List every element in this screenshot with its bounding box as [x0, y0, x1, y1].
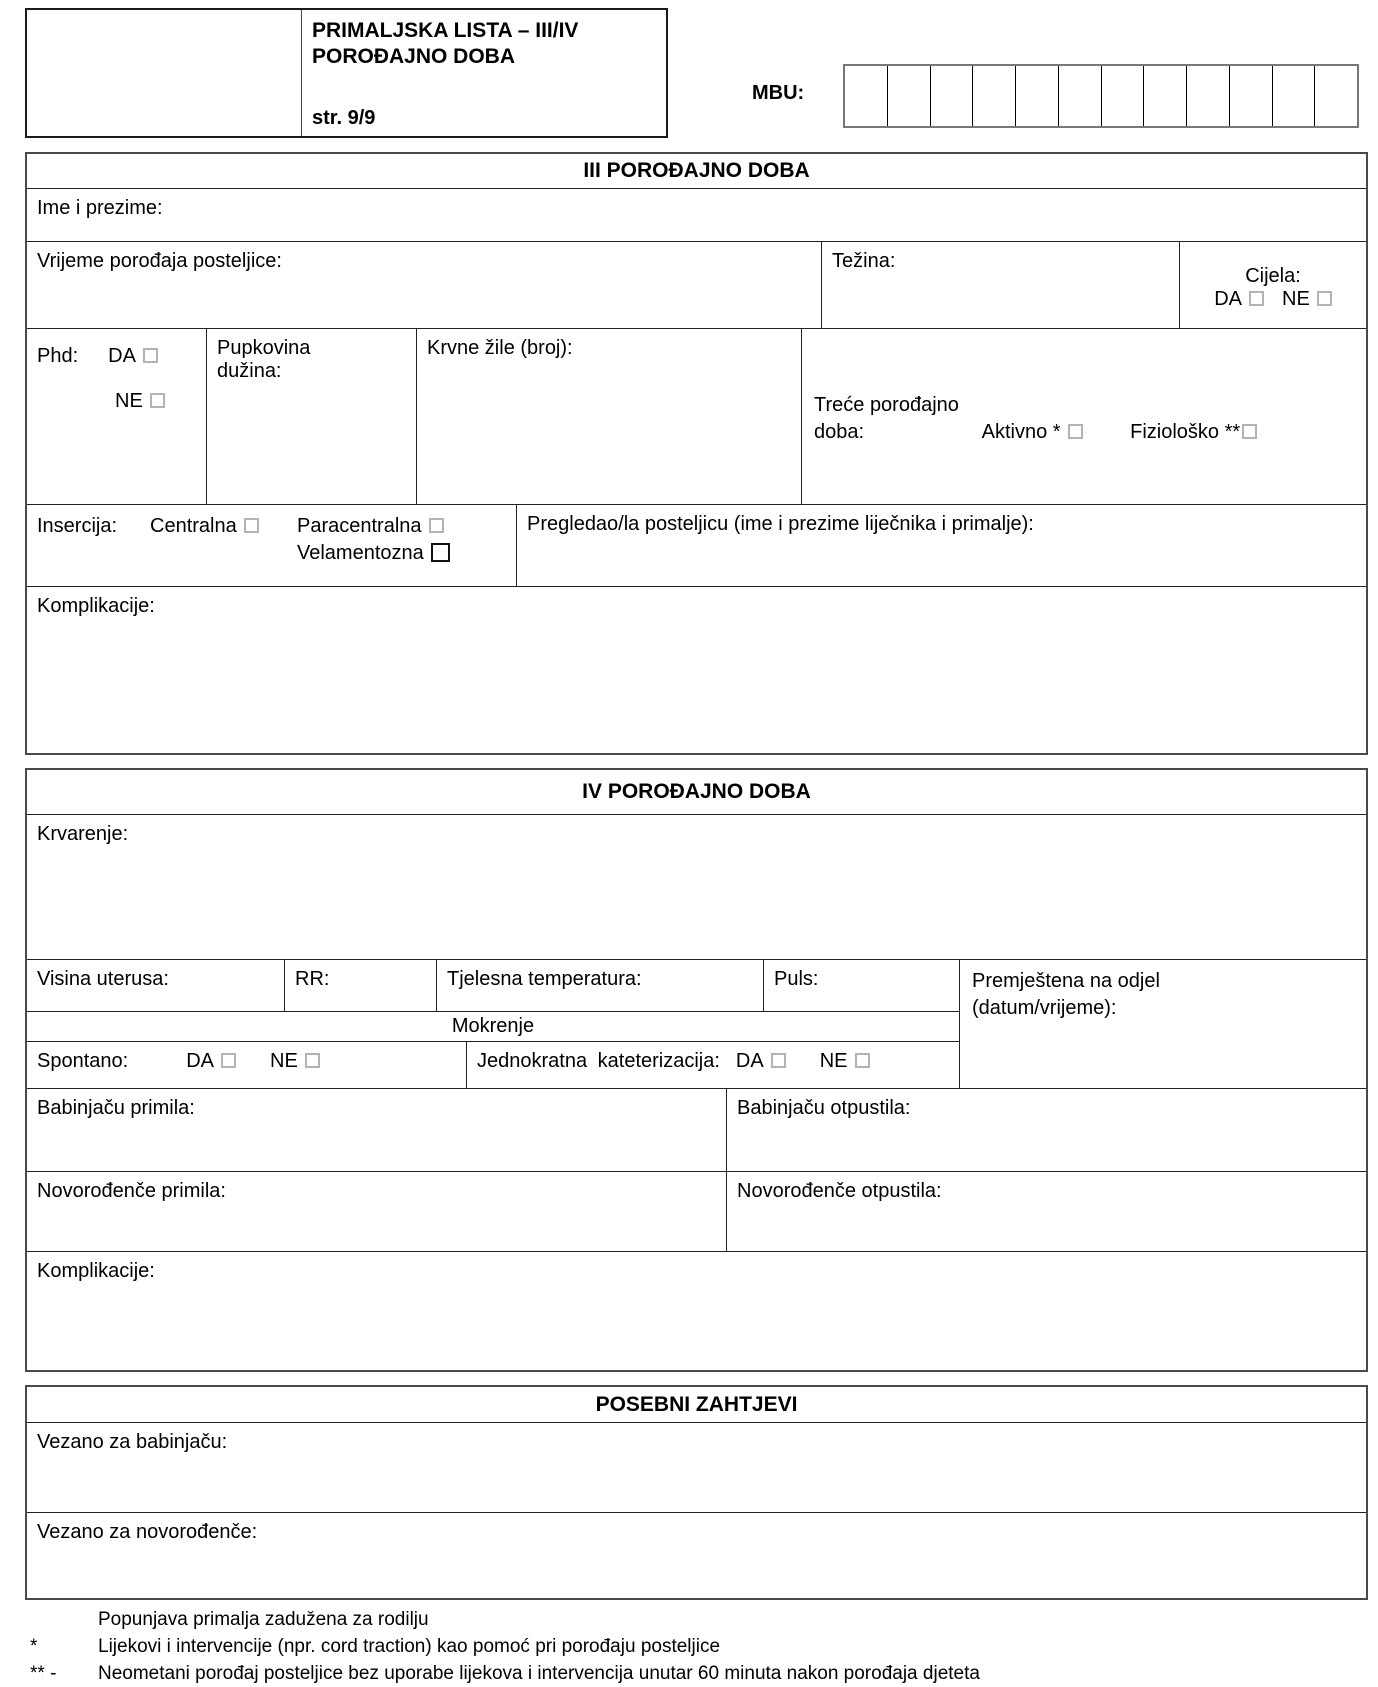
- insertion-field: [27, 505, 517, 586]
- section-third-stage-title: III POROĐAJNO DOBA: [27, 154, 1366, 189]
- mbu-cell[interactable]: [1230, 66, 1273, 126]
- cord-length-field[interactable]: [207, 329, 417, 504]
- insertion-label: Insercija:: [37, 515, 118, 537]
- central-label: Centralna: [150, 515, 237, 537]
- row-insertion: [27, 505, 1366, 587]
- whole-options: [1214, 288, 1332, 311]
- rr-field[interactable]: [285, 960, 437, 1011]
- footnote-line: [22, 1660, 1362, 1687]
- uterus-height-label: Visina uterusa:: [37, 968, 169, 990]
- temperature-label: Tjelesna temperatura:: [447, 968, 642, 990]
- pulse-label: Puls:: [774, 968, 819, 990]
- special-newborn-label: Vezano za novorođenče:: [37, 1521, 258, 1543]
- newborn-received-label: Novorođenče primila:: [37, 1180, 226, 1202]
- mbu-cell[interactable]: [931, 66, 974, 126]
- mbu-cell[interactable]: [973, 66, 1016, 126]
- newborn-discharged-field[interactable]: [727, 1172, 1366, 1251]
- active-checkbox[interactable]: [1068, 424, 1083, 439]
- section-fourth-stage: [25, 768, 1368, 1372]
- placenta-time-label: Vrijeme porođaja posteljice:: [37, 250, 282, 272]
- phd-da-checkbox[interactable]: [143, 348, 158, 363]
- newborn-received-field[interactable]: [27, 1172, 727, 1251]
- phd-label: Phd:: [37, 345, 79, 367]
- subrow-urination-options: [27, 1042, 959, 1088]
- catheterization-da-checkbox[interactable]: [771, 1053, 786, 1068]
- third-stage-options: [814, 421, 1257, 444]
- bleeding-field[interactable]: [27, 815, 1366, 959]
- row-special-newborn: [27, 1513, 1366, 1598]
- weight-label: Težina:: [832, 250, 896, 272]
- paracentral-option: [297, 515, 450, 538]
- header-title-cell: [302, 10, 666, 136]
- third-stage-label-line2: doba:: [814, 420, 865, 443]
- mbu-cell[interactable]: [1059, 66, 1102, 126]
- row-placenta-time: [27, 242, 1366, 329]
- row-special-mother: [27, 1423, 1366, 1513]
- urination-band: [27, 1012, 959, 1042]
- spontaneous-field: [27, 1042, 467, 1088]
- footnote-text: Lijekovi i intervencije (npr. cord traction) kao pomoć pri porođaju posteljice: [98, 1636, 721, 1657]
- mbu-cell[interactable]: [845, 66, 888, 126]
- catheterization-label: Jednokratna kateterizacija:: [477, 1050, 720, 1072]
- blood-vessels-field[interactable]: [417, 329, 802, 504]
- complications-iii-label: Komplikacije:: [37, 595, 155, 617]
- phd-line2: [115, 390, 200, 413]
- phd-field: [27, 329, 207, 504]
- row-placenta-details: [27, 329, 1366, 505]
- bleeding-label: Krvarenje:: [37, 823, 129, 845]
- section-third-stage: [25, 152, 1368, 755]
- catheterization-field: [467, 1042, 959, 1088]
- mbu-cell[interactable]: [1315, 66, 1357, 126]
- whole-da-label: DA: [1214, 288, 1242, 310]
- placenta-time-field[interactable]: [27, 242, 822, 328]
- mother-discharged-label: Babinjaču otpustila:: [737, 1097, 911, 1119]
- third-stage-mode-field: [802, 329, 1366, 504]
- phd-ne-checkbox[interactable]: [150, 393, 165, 408]
- special-newborn-field[interactable]: [27, 1513, 1366, 1598]
- footnote-line: [22, 1606, 1362, 1633]
- section-special-requests-title: POSEBNI ZAHTJEVI: [27, 1387, 1366, 1423]
- catheterization-ne-option: [820, 1050, 870, 1072]
- row-bleeding: [27, 815, 1366, 960]
- cord-length-label-line2: dužina:: [217, 360, 282, 382]
- document-title-line1: PRIMALJSKA LISTA – III/IV: [312, 19, 579, 42]
- velamentous-checkbox[interactable]: [431, 543, 450, 562]
- physiological-label: Fiziološko **: [1130, 420, 1241, 443]
- rr-label: RR:: [295, 968, 330, 990]
- complications-iii-field[interactable]: [27, 587, 1366, 753]
- cord-length-label-line1: Pupkovina: [217, 337, 311, 359]
- central-checkbox[interactable]: [244, 518, 259, 533]
- whole-ne-checkbox[interactable]: [1317, 291, 1332, 306]
- mbu-cell[interactable]: [1016, 66, 1059, 126]
- document-header-box: [25, 8, 668, 138]
- spontaneous-ne-checkbox[interactable]: [305, 1053, 320, 1068]
- catheterization-da-option: [736, 1050, 786, 1072]
- mother-received-label: Babinjaču primila:: [37, 1097, 195, 1119]
- phd-line1: [37, 345, 200, 368]
- velamentous-label: Velamentozna: [297, 542, 424, 564]
- whole-placenta-field: [1180, 242, 1366, 328]
- footnote-line: [22, 1633, 1362, 1660]
- paracentral-label: Paracentralna: [297, 515, 422, 537]
- document-title-line2: POROĐAJNO DOBA: [312, 44, 516, 68]
- name-field[interactable]: [27, 189, 1366, 241]
- spontaneous-da-option: [186, 1050, 236, 1072]
- mbu-cell[interactable]: [1144, 66, 1187, 126]
- row-newborn-staff: [27, 1172, 1366, 1252]
- active-option: [982, 421, 1083, 443]
- placenta-examined-field[interactable]: [517, 505, 1366, 586]
- central-option: [150, 515, 297, 538]
- complications-iv-field[interactable]: [27, 1252, 1366, 1370]
- footnotes: [22, 1606, 1362, 1687]
- mbu-cell[interactable]: [888, 66, 931, 126]
- spontaneous-ne-label: NE: [270, 1050, 298, 1072]
- active-label: Aktivno *: [981, 420, 1061, 443]
- physiological-checkbox[interactable]: [1242, 424, 1257, 439]
- spontaneous-da-checkbox[interactable]: [221, 1053, 236, 1068]
- row-name: [27, 189, 1366, 242]
- vitals-left-block: [27, 960, 960, 1088]
- special-mother-field[interactable]: [27, 1423, 1366, 1512]
- spontaneous-label: Spontano:: [37, 1050, 129, 1072]
- uterus-height-field[interactable]: [27, 960, 285, 1011]
- newborn-discharged-label: Novorođenče otpustila:: [737, 1180, 942, 1202]
- footnote-marker: [22, 1606, 98, 1633]
- footnote-marker: *: [30, 1636, 38, 1657]
- section-fourth-stage-title: IV POROĐAJNO DOBA: [27, 770, 1366, 815]
- transferred-field[interactable]: [960, 960, 1366, 1088]
- mbu-cell[interactable]: [1102, 66, 1145, 126]
- row-complications-iii: [27, 587, 1366, 753]
- footnote-text: Neometani porođaj posteljice bez uporabe lijekova i intervencija unutar 60 minuta nakon porođaja djeteta: [98, 1663, 980, 1684]
- placenta-examined-label: Pregledao/la posteljicu (ime i prezime liječnika i primalje):: [527, 513, 1034, 535]
- complications-iv-label: Komplikacije:: [37, 1260, 155, 1282]
- physiological-option: [1130, 421, 1257, 443]
- paracentral-checkbox[interactable]: [429, 518, 444, 533]
- whole-da-checkbox[interactable]: [1249, 291, 1264, 306]
- mbu-label: MBU:: [752, 82, 805, 104]
- phd-da-label: DA: [108, 345, 136, 367]
- phd-ne-label: NE: [115, 390, 143, 412]
- catheterization-ne-label: NE: [819, 1050, 848, 1072]
- row-complications-iv: [27, 1252, 1366, 1370]
- catheterization-ne-checkbox[interactable]: [855, 1053, 870, 1068]
- footnote-text: Popunjava primalja zadužena za rodilju: [98, 1609, 429, 1630]
- spontaneous-ne-option: [270, 1050, 320, 1072]
- mbu-cell[interactable]: [1273, 66, 1316, 126]
- document-title: [312, 18, 662, 69]
- pulse-field[interactable]: [764, 960, 959, 1011]
- row-vitals: [27, 960, 1366, 1089]
- third-stage-label-line1: Treće porođajno: [814, 393, 959, 416]
- catheterization-da-label: DA: [735, 1050, 764, 1072]
- name-label: Ime i prezime:: [37, 197, 163, 219]
- mother-discharged-field[interactable]: [727, 1089, 1366, 1171]
- mother-received-field[interactable]: [27, 1089, 727, 1171]
- footnote-marker: ** -: [30, 1663, 57, 1684]
- weight-field[interactable]: [822, 242, 1180, 328]
- row-mother-staff: [27, 1089, 1366, 1172]
- spontaneous-da-label: DA: [186, 1050, 214, 1072]
- insertion-options-column: [297, 515, 450, 569]
- page-number: str. 9/9: [312, 107, 376, 129]
- temperature-field[interactable]: [437, 960, 764, 1011]
- section-special-requests: [25, 1385, 1368, 1600]
- transferred-label-line1: Premještena na odjel: [972, 970, 1160, 992]
- whole-label: Cijela:: [1245, 265, 1301, 287]
- blood-vessels-label: Krvne žile (broj):: [427, 337, 573, 359]
- transferred-label-line2: (datum/vrijeme):: [972, 997, 1117, 1019]
- mbu-cell[interactable]: [1187, 66, 1230, 126]
- subrow-vitals: [27, 960, 959, 1012]
- mbu-digit-grid: [843, 64, 1359, 128]
- whole-ne-label: NE: [1282, 288, 1310, 310]
- header-logo-cell: [27, 10, 302, 136]
- special-mother-label: Vezano za babinjaču:: [37, 1431, 228, 1453]
- velamentous-option: [297, 542, 450, 565]
- urination-label: Mokrenje: [451, 1015, 535, 1037]
